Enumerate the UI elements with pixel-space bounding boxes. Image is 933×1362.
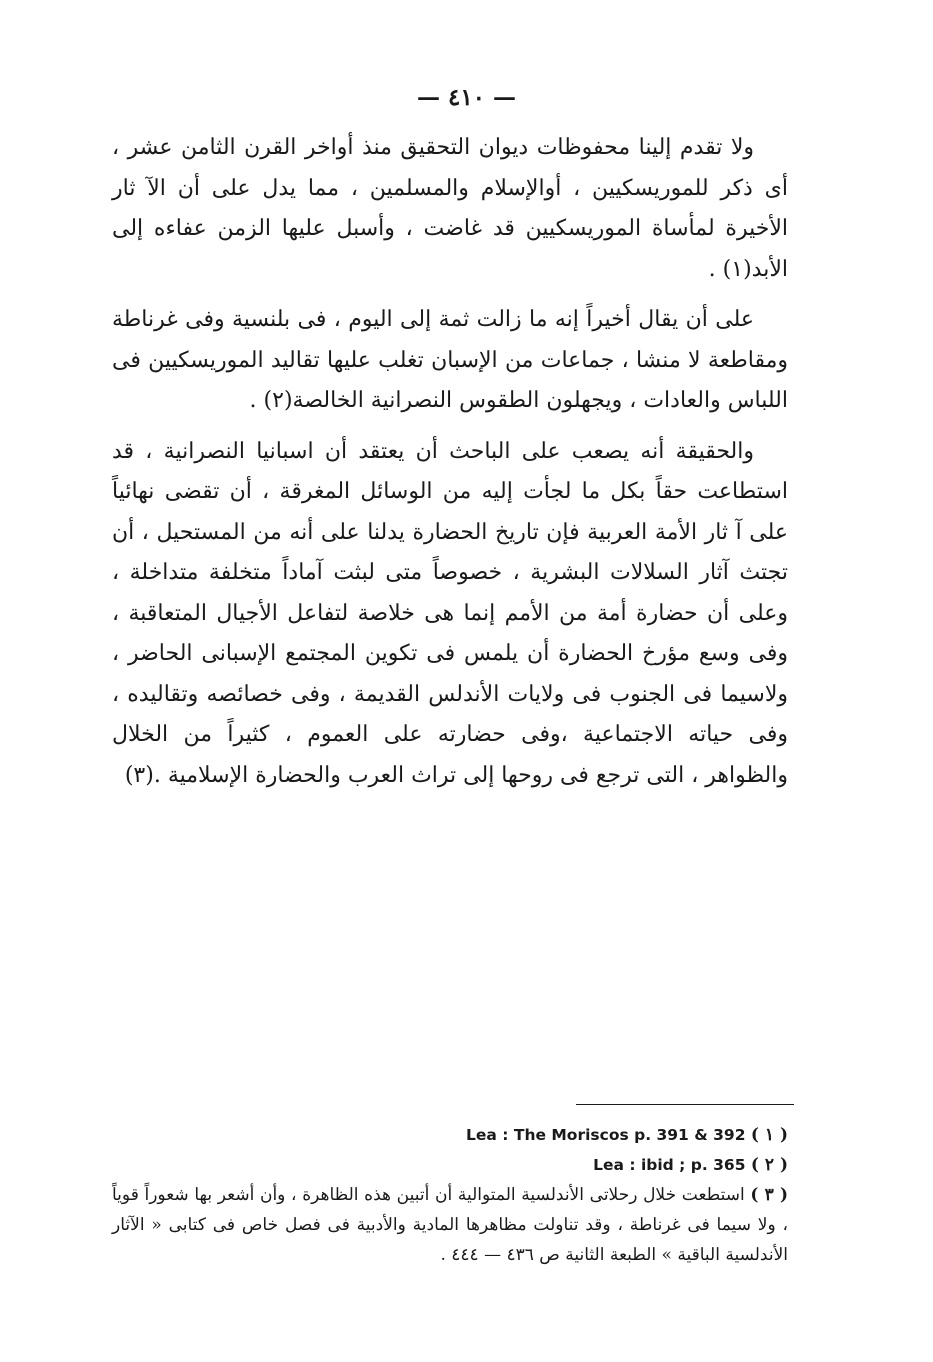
footnote-1	[112, 1120, 788, 1150]
paragraph: والحقيقة أنه يصعب على الباحث أن يعتقد أن اسبانيا النصرانية ، قد استطاعت حقاً بكل ما لجأت إليه من الوسائل المغرقة ، أن تقضى نهائياً على آ ثار الأمة العربية فإن تاريخ الحضارة يدلنا على أنه من المستحيل ، أن تجتث آثار السلالات البشرية ، خصوصاً متى لبثت آماداً متخلفة متداخلة ، وعلى أن حضارة أمة من الأمم إنما هى خلاصة لتفاعل الأجيال المتعاقبة ، وفى وسع مؤرخ الحضارة أن يلمس فى تكوين المجتمع الإسبانى الحاضر ، ولاسيما فى الجنوب فى ولايات الأندلس القديمة ، وفى خصائصه وتقاليده ، وفى حياته الاجتماعية ،وفى حضارته على العموم ، كثيراً من الخلال والظواهر ، التى ترجع فى روحها إلى تراث العرب والحضارة الإسلامية .(٣)	[112, 438, 788, 788]
footnote-divider	[576, 1104, 794, 1105]
footnotes	[112, 1120, 788, 1270]
footnote-number: ( ٢ )	[750, 1155, 788, 1175]
footnote-text: استطعت خلال رحلاتى الأندلسية المتوالية أن أتبين هذه الظاهرة ، وأن أشعر بها شعوراً قوياً ، ولا سيما فى غرناطة ، وقد تناولت مظاهرها المادية والأدبية فى فصل خاص فى كتابى « الآثار الأندلسية الباقية » الطبعة الثانية ص ٤٣٦ — ٤٤٤ .	[112, 1185, 788, 1265]
footnote-text: Lea : The Moriscos p. 391 & 392	[466, 1126, 746, 1144]
main-text	[112, 128, 788, 806]
footnote-3	[112, 1180, 788, 1270]
footnote-text: Lea : ibid ; p. 365	[593, 1156, 746, 1174]
footnote-2	[112, 1150, 788, 1180]
paragraph: على أن يقال أخيراً إنه ما زالت ثمة إلى اليوم ، فى بلنسية وفى غرناطة ومقاطعة لا منشا ، جماعات من الإسبان تغلب عليها تقاليد الموريسكيين فى اللباس والعادات ، ويجهلون الطقوس النصرانية الخالصة(٢) .	[112, 307, 788, 413]
paragraph: ولا تقدم إلينا محفوظات ديوان التحقيق منذ أواخر القرن الثامن عشر ، أى ذكر للموريسكيين ، أوالإسلام والمسلمين ، مما يدل على أن الآ ثار الأخيرة لمأساة الموريسكيين قد غاضت ، وأسبل عليها الزمن عفاءه إلى الأبد(١) .	[112, 135, 788, 282]
page-number: — ٤١٠ —	[416, 84, 517, 111]
footnote-number: ( ٣ )	[750, 1185, 788, 1205]
footnote-number: ( ١ )	[750, 1125, 788, 1145]
